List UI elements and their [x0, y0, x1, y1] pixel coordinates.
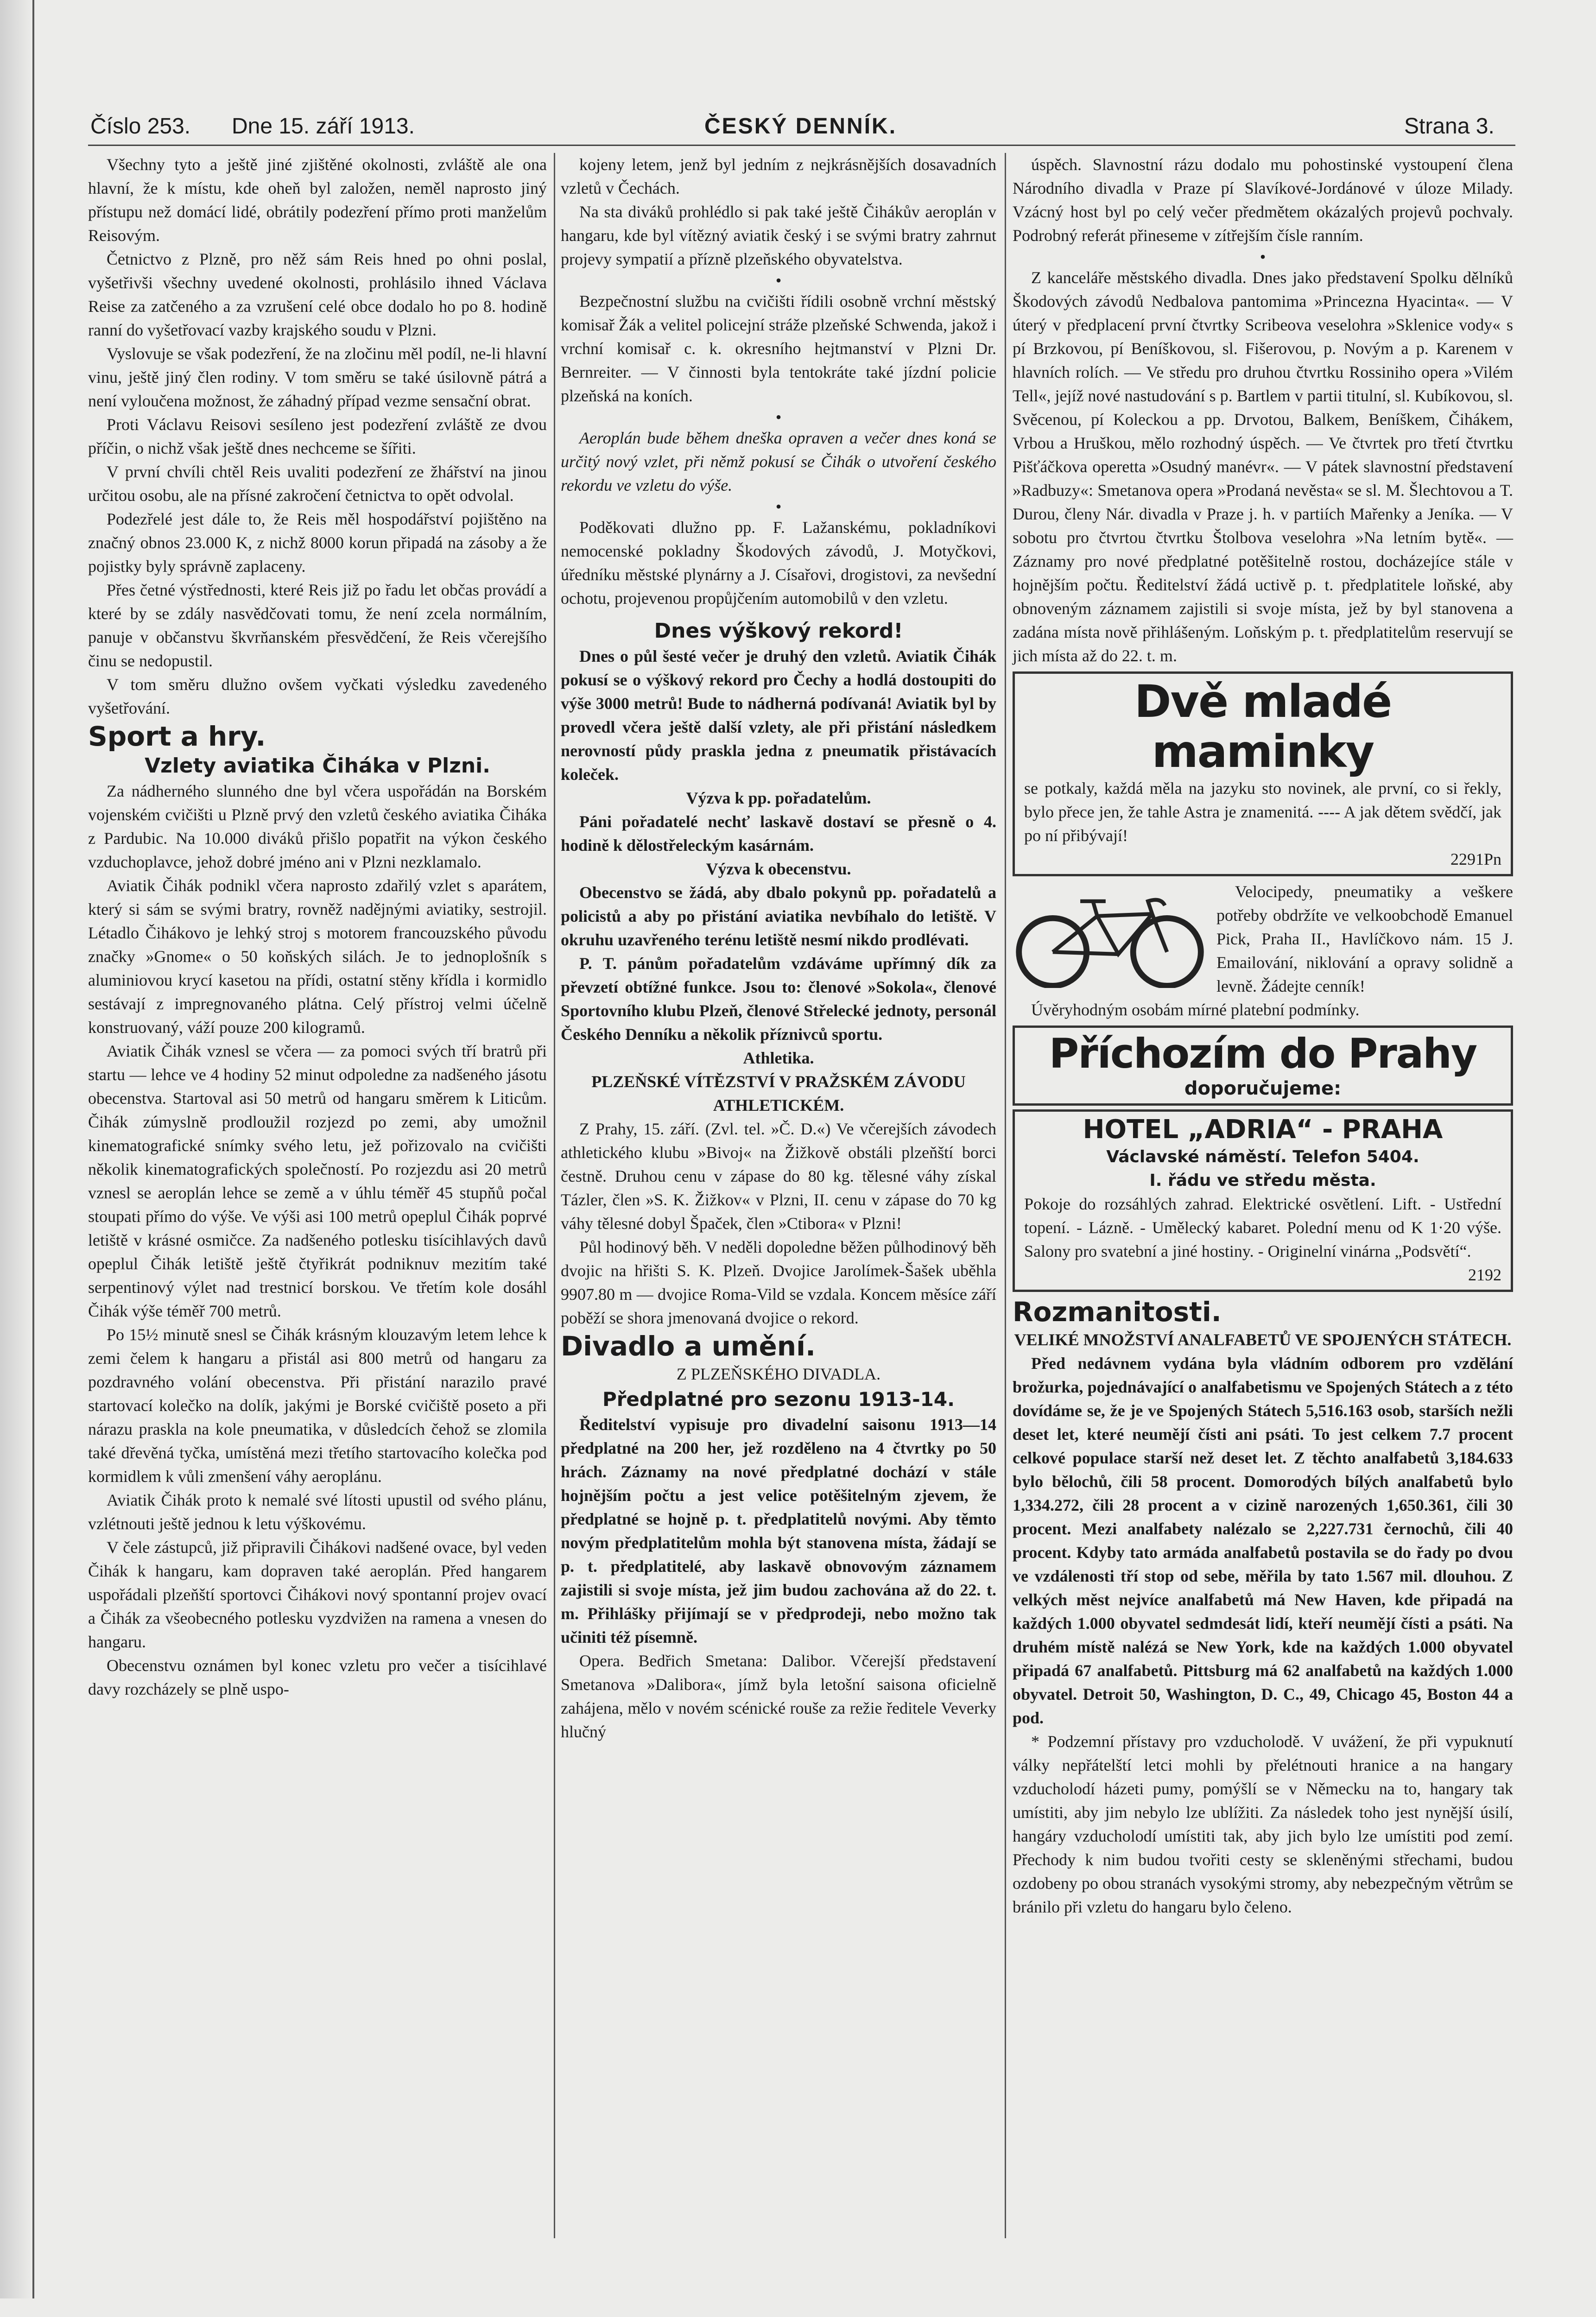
paragraph: Na sta diváků prohlédlo si pak také ještě Čihákův aeroplán v hangaru, kde byl vítězný aviatik český i se svými bratry zahrnut projevy sympatií a přízně plzeňského obyvatelstva. — [561, 203, 996, 268]
paragraph: Před nedávnem vydána byla vládním odborem pro vzdělání brožurka, pojednávající o analfabetismu ve Spojených Státech a z této dovídáme se, že je ve Spojených Státech 5,516.163 osob, starších nežli deset let, které neumějí čísti ani psáti. To jest celkem 7.7 procent celkové populace starší než deset let. Z těchto analfabetů 3,184.633 bylo bělochů, čili 58 procent. Domorodých bílých analfabetů bylo 1,334.272, čili 28 procent a v cizině narozených 1,650.361, čili 30 procent. Mezi analfabety nalézalo se 2,227.731 černochů, čili 40 procent. Kdyby tato armáda analfabetů postavila se do řady po dvou ve vzdálenosti tří stop od sebe, měřila by tato 1.567 mil. dlouhou. Z velkých měst nejvíce analfabetů má New Haven, kde připadá na každých 1.000 obyvatel sedmdesát lidí, kteří neumějí čísti a psáti. Na druhém místě nalézá se New York, kde na každých 1.000 obyvatel připadá 67 analfabetů. Pittsburg má 62 analfabetů na každých 1.000 obyvatel. Detroit 50, Washington, D. C., 49, Chicago 45, Boston 44 a pod. — [1013, 1354, 1513, 1727]
paragraph: Aviatik Čihák vznesl se včera — za pomoci svých tří bratrů při startu — lehce ve 4 hodiny 52 minut odpoledne za nadšeného jásotu obecenstva. Startoval asi 50 metrů od hangaru směrem k Liticům. Čihák zúmyslně prodloužil rozjezd po zemi, aby umožnil kinematografické snímky svého letu, jež pořizovalo na cvičišti několik kinematografických společností. Po rozjezdu asi 20 metrů vznesl se aeroplán lehce se země a v úhlu téměř 45 stupňů počal stoupati přímo do výše. Ve výši asi 100 metrů opeplul Čihák poprvé letiště v krásné osmičce. Za nadšeného potlesku tisícihlavých davů opeplul Čihák letiště ještě čtyřikrát podniknuv mezitím také serpentinový výlet nad trestnicí borskou. Ve třetím kole dosáhl Čihák výše téměř 700 metrů. — [88, 1042, 547, 1320]
paragraph: Z kanceláře městského divadla. Dnes jako představení Spolku dělníků Škodových závodů Nedbalova pantomima »Princezna Hyacinta«. — V úterý v předplacení první čtvrtky Scribeova veselohra »Sklenice vody« s pí Brzkovou, pí Beníškovou, sl. Fišerovou, p. Novým a p. Karenem v hlavních rolích. — Ve středu pro druhou čtvrtku Rossiniho opera »Vilém Tell«, jejíž nové nastudování s p. Bartlem v partii titulní, sl. Kubíkovou, sl. Svěcenou, pí Koleckou a pp. Drvotou, Balkem, Beníškem, Čihákem, Vrbou a Hruškou, mělo rozhodný úspěch. — Ve čtvrtek pro třetí čtvrtku Pišťáčkova operetta »Osudný manévr«. — V pátek slavnostní představení »Radbuzy«: Smetanova opera »Prodaná nevěsta« se sl. M. Šlechtovou a T. Durou, členy Nár. divadla v Praze j. h. v partiích Mařenky a Jeníka. — V sobotu pro čtvrtou čtvrtku Štolbova veselohra »Na letním bytě«. — Záznamy pro nové předplatné potěšitelně rostou, docházejíce stále v hojnějším počtu. Ředitelství žádá uctivě p. t. předplatitele loňské, aby obnoveným záznamem zajistili si svoje místa, jež by byl stanovena a zadána místa nově přihlášeným. Loňským p. t. předplatitelům reservují se jich místa až do 22. t. m. — [1013, 268, 1513, 665]
article-headline: PLZEŇSKÉ VÍTĚZSTVÍ V PRAŽSKÉM ZÁVODU ATHLETICKÉM. — [591, 1072, 966, 1114]
header-rule — [88, 145, 1515, 146]
column-2 — [561, 153, 996, 1744]
paragraph: Ředitelství vypisuje pro divadelní saisonu 1913—14 předplatné na 200 her, jež rozděleno na 4 čtvrtky po 50 hrách. Záznamy na nové předplatné dochází v stále hojnějším počtu a jest velice potěšitelným zjevem, že předplatné se hojně p. t. předplatitelů novými. Aby těmto novým předplatitelům mohla být stanovena místa, žádají se p. t. předplatitelé, aby laskavě obnovovým záznamem zajistili si svoje místa, jež jim budou zachována až do 22. t. m. Přihlášky přijímají se v předprodeji, nebo možno tak učiniti též písemně. — [561, 1415, 996, 1646]
paragraph: Vyslovuje se však podezření, že na zločinu měl podíl, ne-li hlavní vinu, ještě jiný člen rodiny. V tom směru se také úsilovně pátrá a není vyloučena možnost, že záhadný případ vezme sensační obrat. — [88, 344, 547, 410]
article-headline: VELIKÉ MNOŽSTVÍ ANALFABETŮ VE SPOJENÝCH STÁTECH. — [1014, 1330, 1512, 1349]
ad-footer: Úvěryhodným osobám mírné platební podmínky. — [1031, 1000, 1360, 1019]
separator-dot: • — [775, 497, 782, 516]
issue-date: Dne 15. září 1913. — [232, 114, 415, 139]
paragraph: P. T. pánům pořadatelům vzdáváme upřímný dík za převzetí obtížné funkce. Jsou to: členové »Sokola«, členové Sportovního klubu Plzeň, členové Střelecké jednoty, personál Českého Denníku a několik příznivců sportu. — [561, 954, 996, 1044]
paragraph: Za nádherného slunného dne byl včera uspořádán na Borském vojenském cvičišti u Plzně prvý den vzletů českého aviatika Čiháka z Pardubic. Na 10.000 diváků přišlo popatřit na výkon českého vzduchoplavce, jehož dobré jméno ani v Plzni nezklamalo. — [88, 782, 547, 871]
ad-title: Příchozím do Prahy — [1049, 1030, 1477, 1077]
section-heading: Divadlo a umění. — [561, 1330, 816, 1362]
paragraph: Aviatik Čihák podnikl včera naprosto zdařilý vzlet s aparátem, který si sám se svými bratry, rovněž nadějnými aviatiky, sestrojil. Létadlo Čihákovo je lehký stroj s motorem francouzského původu značky »Gnome« o 50 koňských silách. Je to jednoplošník s aluminiovou krycí kasetou na přídi, ostatní stěny křídla i kormidlo sestávají z impregnovaného plátna. Celý přístroj velmi účelně konstruovaný, váží pouze 200 kilogramů. — [88, 876, 547, 1037]
paragraph: Dnes o půl šesté večer je druhý den vzletů. Aviatik Čihák pokusí se o výškový rekord pro Čechy a hodlá dostoupiti do výše 3000 metrů! Bude to nádherná podívaná! Aviatik byl by provedl včera ještě další vzlety, ale při přistání následkem nerovností půdy praskla jedna z pneumatik přistávacích koleček. — [561, 647, 996, 784]
paragraph: Aviatik Čihák proto k nemalé své lítosti upustil od svého plánu, vzlétnouti ještě jednou k letu výškovému. — [88, 1491, 547, 1533]
ad-text: Pokoje do rozsáhlých zahrad. Elektrické osvětlení. Lift. - Ustřední topení. - Lázně. - Umělecký kabaret. Polední menu od K 1·20 výše. Salony pro svatební a jiné hostiny. - Originelní vinárna „Podsvětí“. — [1024, 1195, 1501, 1260]
paragraph: V tom směru dlužno ovšem vyčkati výsledku zavedeného vyšetřování. — [88, 675, 547, 717]
paragraph: Všechny tyto a ještě jiné zjištěné okolnosti, zvláště ale ona hlavní, že k místu, kde oheň byl založen, neměl naprosto jiný přístupu než domácí lidé, obrátily podezření přímo proti manželům Reisovým. — [88, 155, 547, 245]
column-divider — [1005, 153, 1006, 2238]
ad-subtitle: doporučujeme: — [1184, 1078, 1342, 1099]
paragraph: Aeroplán bude během dneška opraven a večer dnes koná se určitý nový vzlet, při němž pokusí se Čihák o utvoření českého rekordu ve vzletu do výše. — [561, 429, 996, 494]
advertisement-hotel-adria — [1013, 1109, 1513, 1292]
paragraph: Páni pořadatelé nechť laskavě dostaví se přesně o 4. hodině k dělostřeleckým kasárnám. — [561, 812, 996, 855]
advertisement-astra — [1013, 671, 1513, 876]
column-3 — [1013, 153, 1513, 1919]
separator-dot: • — [775, 408, 782, 426]
section-heading: Rozmanitosti. — [1013, 1296, 1222, 1328]
article-headline: Vzlety aviatika Čiháka v Plzni. — [145, 754, 490, 778]
advertisement-praha — [1013, 1026, 1513, 1106]
separator-dot: • — [775, 271, 782, 290]
paragraph: Přes četné výstřednosti, které Reis již po řadu let občas provádí a které by se zdály nasvědčovati tomu, že není zcela normálním, panuje v občanstvu škvrňanském přesvědčení, že Reis včerejšího činu se nedopustil. — [88, 581, 547, 670]
paragraph: kojeny letem, jenž byl jedním z nejkrásnějších dosavadních vzletů v Čechách. — [561, 155, 996, 197]
paragraph: V čele zástupců, již připravili Čihákovi nadšené ovace, byl veden Čihák k hangaru, kam dopraven také aeroplán. Před hangarem uspořádali plzeňští sportovci Čihákovi nový spontanní projev ovací a Čihák za všeobecného potlesku vyzdvižen na ramena a vnesen do hangaru. — [88, 1538, 547, 1651]
article-headline: Dnes výškový rekord! — [654, 619, 903, 643]
issue-number: Číslo 253. — [90, 114, 191, 139]
paragraph: Z Prahy, 15. září. (Zvl. tel. »Č. D.«) Ve včerejších závodech athletického klubu »Bivoj« na Žižkově obstáli plzeňští borci čestně. Druhou cenu v zápase do 80 kg. tělesné váhy získal Tázler, člen »S. K. Žižkov« v Plzni, II. cenu v zápase do 70 kg váhy tělesné dobyl Špaček, člen »Ctibora« v Plzni! — [561, 1120, 996, 1233]
paragraph: Půl hodinový běh. V neděli dopoledne běžen půlhodinový běh dvojic na hřišti S. K. Plzeň. Dvojice Jarolímek-Šašek uběhla 9907.80 m — dvojice Roma-Vild se vzdala. Koncem měsíce září poběží se shora jmenovaná dvojice o rekord. — [561, 1238, 996, 1327]
paragraph: úspěch. Slavnostní rázu dodalo mu pohostinské vystoupení člena Národního divadla v Praze pí Slavíkové-Jordánové v úloze Milady. Vzácný host byl po celý večer předmětem okázalých projevů pochvaly. Podrobný referát přineseme v zítřejším čísle ranním. — [1013, 155, 1513, 245]
paragraph: Opera. Bedřich Smetana: Dalibor. Včerejší představení Smetanova »Dalibora«, jímž byla letošní saisona oficielně zahájena, mělo v novém scénické rouše za režie ředitele Veverky hlučný — [561, 1652, 996, 1741]
page-number: Strana 3. — [1404, 114, 1495, 139]
paragraph: Po 15½ minutě snesl se Čihák krásným klouzavým letem lehce k zemi čelem k hangaru a přistál asi 800 metrů od hangaru za pozdravného volání obecenstva. Při přistání narazilo pravé startovací kolečko na dolík, jakými je Borské cvičiště poseto a při nárazu praskla na kole pneumatika, v důsledcích čehož se zlomila také dřevěná tyčka, umístěná mezi třetího startovacího kolečka pod kormidlem k vůli zmenšení váhy aeroplánu. — [88, 1325, 547, 1486]
ad-line: Václavské náměstí. Telefon 5404. — [1106, 1147, 1419, 1166]
newspaper-title: ČESKÝ DENNÍK. — [704, 114, 897, 139]
paragraph: Četnictvo z Plzně, pro něž sám Reis hned po ohni poslal, vyšetřivši všechny uvedené okolnosti, prohlásilo ihned Václava Reise za zatčeného a za vzrušení celé obce dodalo ho po 8. hodině ranní do vyšetřovací vazby krajského soudu v Plzni. — [88, 250, 547, 339]
advertisement-velocipedy — [1013, 880, 1513, 1022]
ad-code: 2291Pn — [1450, 850, 1501, 868]
paragraph: * Podzemní přístavy pro vzducholodě. V uvážení, že při vypuknutí války nepřátelští letci mohli by přelétnouti hranice a na hangary vzducholodí házeti pumy, pomýšlí se v Německu na to, hangary tak umístiti, aby jim nebylo lze ublížiti. Za následek toho jest nynější úsilí, hangáry vzducholodí umístiti tak, aby jich bylo lze umístiti pod zemí. Přechody k nim budou tvořiti cesty se skleněnými střechami, budou ozdobeny po obou stranách vysokými stromy, aby nebezpečným větrům se bránilo při vzletu do hangaru bylo čeleno. — [1013, 1732, 1513, 1916]
paragraph: V první chvíli chtěl Reis uvaliti podezření ze žhářství na jinou určitou osobu, ale na přísné zakročení četnictva to opět odvolal. — [88, 462, 547, 505]
paragraph: Obecenstvo se žádá, aby dbalo pokynů pp. pořadatelů a policistů a aby po přistání aviatika nevbíhalo do letiště. V okruhu uzavřeného terénu letiště nesmí nikdo prodlévati. — [561, 883, 996, 949]
paragraph: Proti Václavu Reisovi sesíleno jest podezření zvláště ze dvou příčin, o nichž však ještě dnes nechceme se šířiti. — [88, 415, 547, 457]
section-heading: Sport a hry. — [88, 721, 266, 752]
page-edge — [0, 0, 34, 2298]
ad-title: HOTEL „ADRIA“ - PRAHA — [1083, 1114, 1443, 1145]
article-headline: Předplatné pro sezonu 1913-14. — [602, 1388, 955, 1411]
paragraph: Poděkovati dlužno pp. F. Lažanskému, pokladníkovi nemocenské pokladny Škodových závodů, J. Motyčkovi, úředníku městské plynárny a J. Císařovi, drogistovi, za nevšední ochotu, projevenou propůjčením automobilů v den vzletu. — [561, 518, 996, 608]
ad-code: 2192 — [1468, 1266, 1501, 1284]
paragraph: Podezřelé jest dále to, že Reis měl hospodářství pojištěno na značný obnos 23.000 K, z nichž 8000 korun připadá na zásoby a že pojistky byly správně zaplaceny. — [88, 510, 547, 576]
column-divider — [554, 153, 555, 2238]
ad-text: se potkaly, každá měla na jazyku sto novinek, ale první, co si řekly, bylo přece jen, že tahle Astra je znamenitá. ---- A jak dětem svědčí, jak po ní přibývají! — [1024, 779, 1501, 845]
bicycle-icon — [1013, 891, 1207, 988]
subheading: Výzva k pp. pořadatelům. — [686, 789, 871, 807]
ad-line: I. řádu ve středu města. — [1149, 1171, 1376, 1190]
subheading: Z PLZEŇSKÉHO DIVADLA. — [676, 1365, 881, 1383]
paragraph: Bezpečnostní službu na cvičišti řídili osobně vrchní městský komisař Žák a velitel policejní stráže plzeňské Schwenda, jakož i vrchní komisař c. k. okresního hejtmanství v Plzni Dr. Bernreiter. — V činnosti byla tentokráte také jízdní policie plzeňská na koních. — [561, 292, 996, 405]
ad-title: Dvě mladé maminky — [1134, 676, 1392, 778]
subheading: Výzva k obecenstvu. — [706, 860, 851, 878]
paragraph: Obecenstvu oznámen byl konec vzletu pro večer a tisícihlavé davy rozcházely se plně uspo- — [88, 1656, 547, 1698]
ad-text: Velocipedy, pneumatiky a veškere potřeby obdržíte ve velkoobchodě Emanuel Pick, Praha II., Havlíčkovo nám. 15 J. Emailování, niklování a opravy solidně a levně. Žádejte cenník! — [1216, 882, 1513, 995]
separator-dot: • — [1260, 247, 1266, 266]
column-1 — [88, 153, 547, 1701]
subheading: Athletika. — [743, 1049, 814, 1067]
